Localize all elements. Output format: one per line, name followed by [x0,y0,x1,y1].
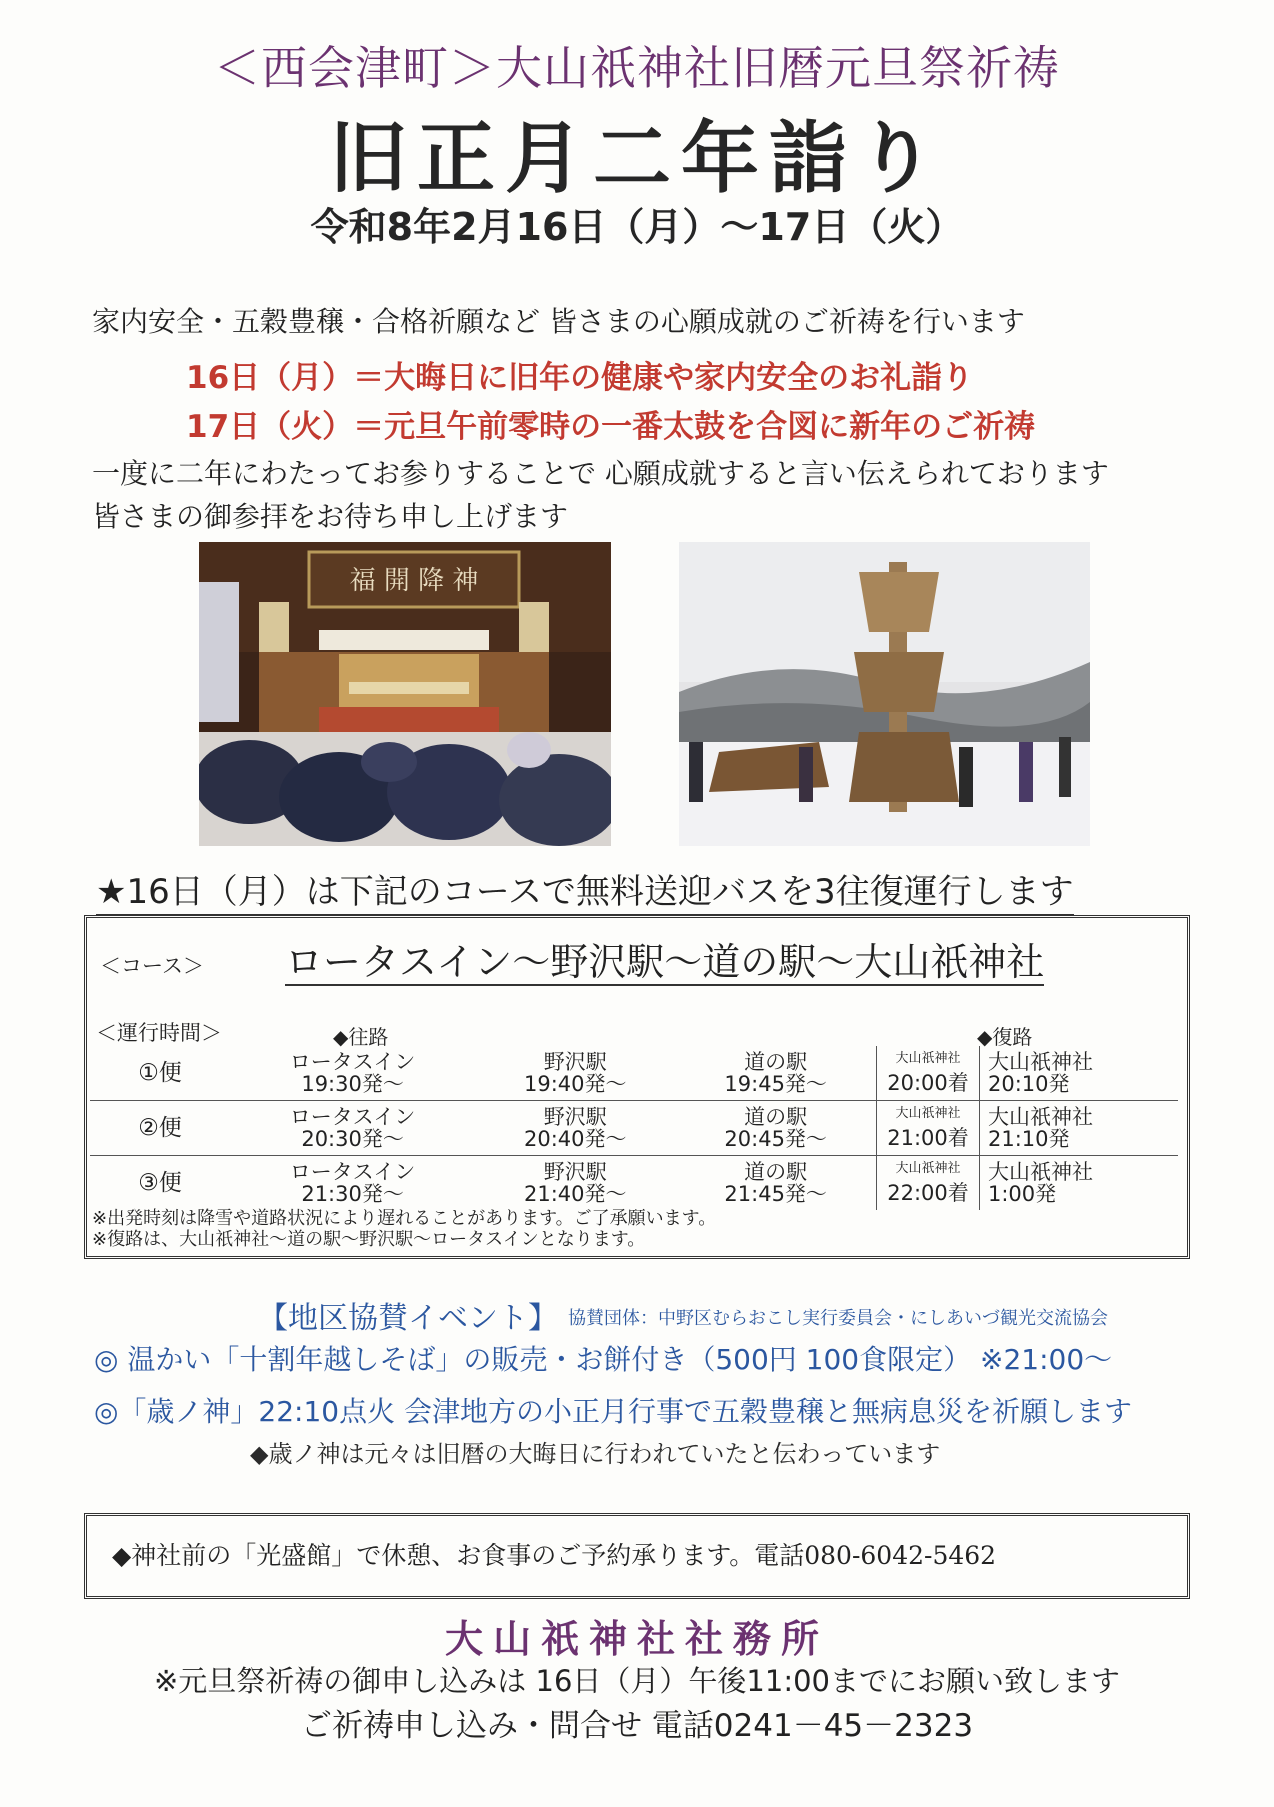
stop-time: 21:30発～ [301,1182,404,1206]
stop-time: 20:30発～ [301,1127,404,1151]
arrival-stop: 大山祇神社 [895,1106,961,1122]
stop-cell [675,1156,876,1211]
stop-time: 21:40発～ [524,1182,627,1206]
return-time: 1:00発 [988,1182,1057,1206]
stop-cell [475,1156,675,1211]
return-cell [980,1046,1179,1101]
shrine-interior-photo [199,542,611,846]
table-row [90,1101,1178,1156]
sainokami-note: ◆歳ノ神は元々は旧暦の大晦日に行われていたと伝わっています [250,1440,941,1468]
intro-line-2: 一度に二年にわたってお参りすることで 心願成就すると言い伝えられております [92,457,1109,490]
stop-time: 19:40発～ [524,1072,627,1096]
return-cell [980,1156,1179,1211]
stop-name: ロータスイン [289,1159,416,1184]
stop-time: 20:40発～ [524,1127,627,1151]
stop-name: 野沢駅 [543,1049,607,1074]
event-date: 令和8年2月16日（月）～17日（火） [310,205,964,249]
schedule-notes [92,1208,716,1250]
course-route: ロータスイン～野沢駅～道の駅～大山祇神社 [285,940,1045,984]
stop-time: 20:45発～ [724,1127,827,1151]
intro-line-1: 家内安全・五穀豊穣・合格祈願など 皆さまの心願成就のご祈祷を行います [92,305,1025,338]
return-stop: 大山祇神社 [988,1159,1093,1184]
arrival-stop: 大山祇神社 [895,1161,961,1177]
return-time: 21:10発 [988,1127,1070,1151]
sainokami-event: ◎「歳ノ神」22:10点火 会津地方の小正月行事で五穀豊穣と無病息災を祈願します [94,1395,1133,1428]
event-subtitle: ＜西会津町＞大山祇神社旧暦元旦祭祈祷 [214,41,1060,95]
stop-name: 道の駅 [744,1104,808,1129]
arrival-time: 20:00着 [887,1070,969,1095]
stop-cell [230,1101,475,1156]
trip-number: ②便 [90,1101,230,1156]
intro-line-3: 皆さまの御参拝をお待ち申し上げます [92,500,569,533]
stop-cell [475,1046,675,1101]
stop-name: 道の駅 [744,1159,808,1184]
contact-phone: ご祈祷申し込み・問合せ 電話0241－45－2323 [300,1708,974,1744]
bus-heading: ★16日（月）は下記のコースで無料送迎バスを3往復運行します [96,864,1074,916]
stop-cell [675,1046,876,1101]
table-row [90,1046,1178,1101]
arrival-cell [877,1046,980,1101]
stop-cell [230,1156,475,1211]
return-time: 20:10発 [988,1072,1070,1096]
return-label: ◆復路 [977,1025,1033,1049]
page-title: 旧正月二年詣り [328,114,945,204]
table-row [90,1156,1178,1211]
delay-note: ※出発時刻は降雪や道路状況により遅れることがあります。ご了承願います。 [92,1208,717,1229]
stop-time: 21:45発～ [724,1182,827,1206]
trip-number: ③便 [90,1156,230,1211]
schedule-label: ＜運行時間＞ [96,1021,222,1045]
return-cell [980,1101,1179,1156]
stop-name: ロータスイン [289,1049,416,1074]
arrival-cell [877,1101,980,1156]
local-event-title: 【地区協賛イベント】 [258,1301,558,1336]
trip-number: ①便 [138,1059,182,1086]
stop-time: 19:30発～ [301,1072,404,1096]
stop-time: 19:45発～ [724,1072,827,1096]
return-stop: 大山祇神社 [988,1049,1093,1074]
application-deadline: ※元旦祭祈祷の御申し込みは 16日（月）午後11:00までにお願い致します [154,1664,1120,1698]
rest-info-text: ◆神社前の「光盛館」で休憩、お食事のご予約承ります。電話080-6042-5462 [112,1541,997,1570]
arrival-time: 21:00着 [887,1125,969,1150]
shrine-sign-text: 福 開 降 神 [349,566,479,596]
stop-name: 野沢駅 [543,1104,607,1129]
arrival-time: 22:00着 [887,1180,969,1205]
event-sponsor: 協賛団体：中野区むらおこし実行委員会・にしあいづ観光交流協会 [568,1308,1108,1329]
intro-day16: 16日（月）＝大晦日に旧年の健康や家内安全のお礼詣り [186,360,974,396]
stop-name: ロータスイン [289,1104,416,1129]
stop-cell [230,1046,475,1101]
return-stop: 大山祇神社 [988,1104,1093,1129]
arrival-stop: 大山祇神社 [895,1051,961,1067]
outbound-label: ◆往路 [333,1025,389,1049]
shrine-office-name: 大山祇神社社務所 [444,1616,829,1661]
arrival-cell [877,1156,980,1211]
intro-day17: 17日（火）＝元旦午前零時の一番太鼓を合図に新年のご祈祷 [186,409,1036,445]
stop-cell [475,1101,675,1156]
stop-name: 野沢駅 [543,1159,607,1184]
bus-schedule-table [90,1046,1178,1210]
stop-cell [675,1101,876,1156]
course-label: ＜コース＞ [100,954,204,978]
soba-event: ◎ 温かい「十割年越しそば」の販売・お餅付き（500円 100食限定） ※21:00～ [94,1343,1113,1376]
return-route-note: ※復路は、大山祇神社～道の駅～野沢駅～ロータスインとなります。 [92,1229,646,1251]
stop-name: 道の駅 [744,1049,808,1074]
sainokami-snow-photo [679,542,1090,846]
